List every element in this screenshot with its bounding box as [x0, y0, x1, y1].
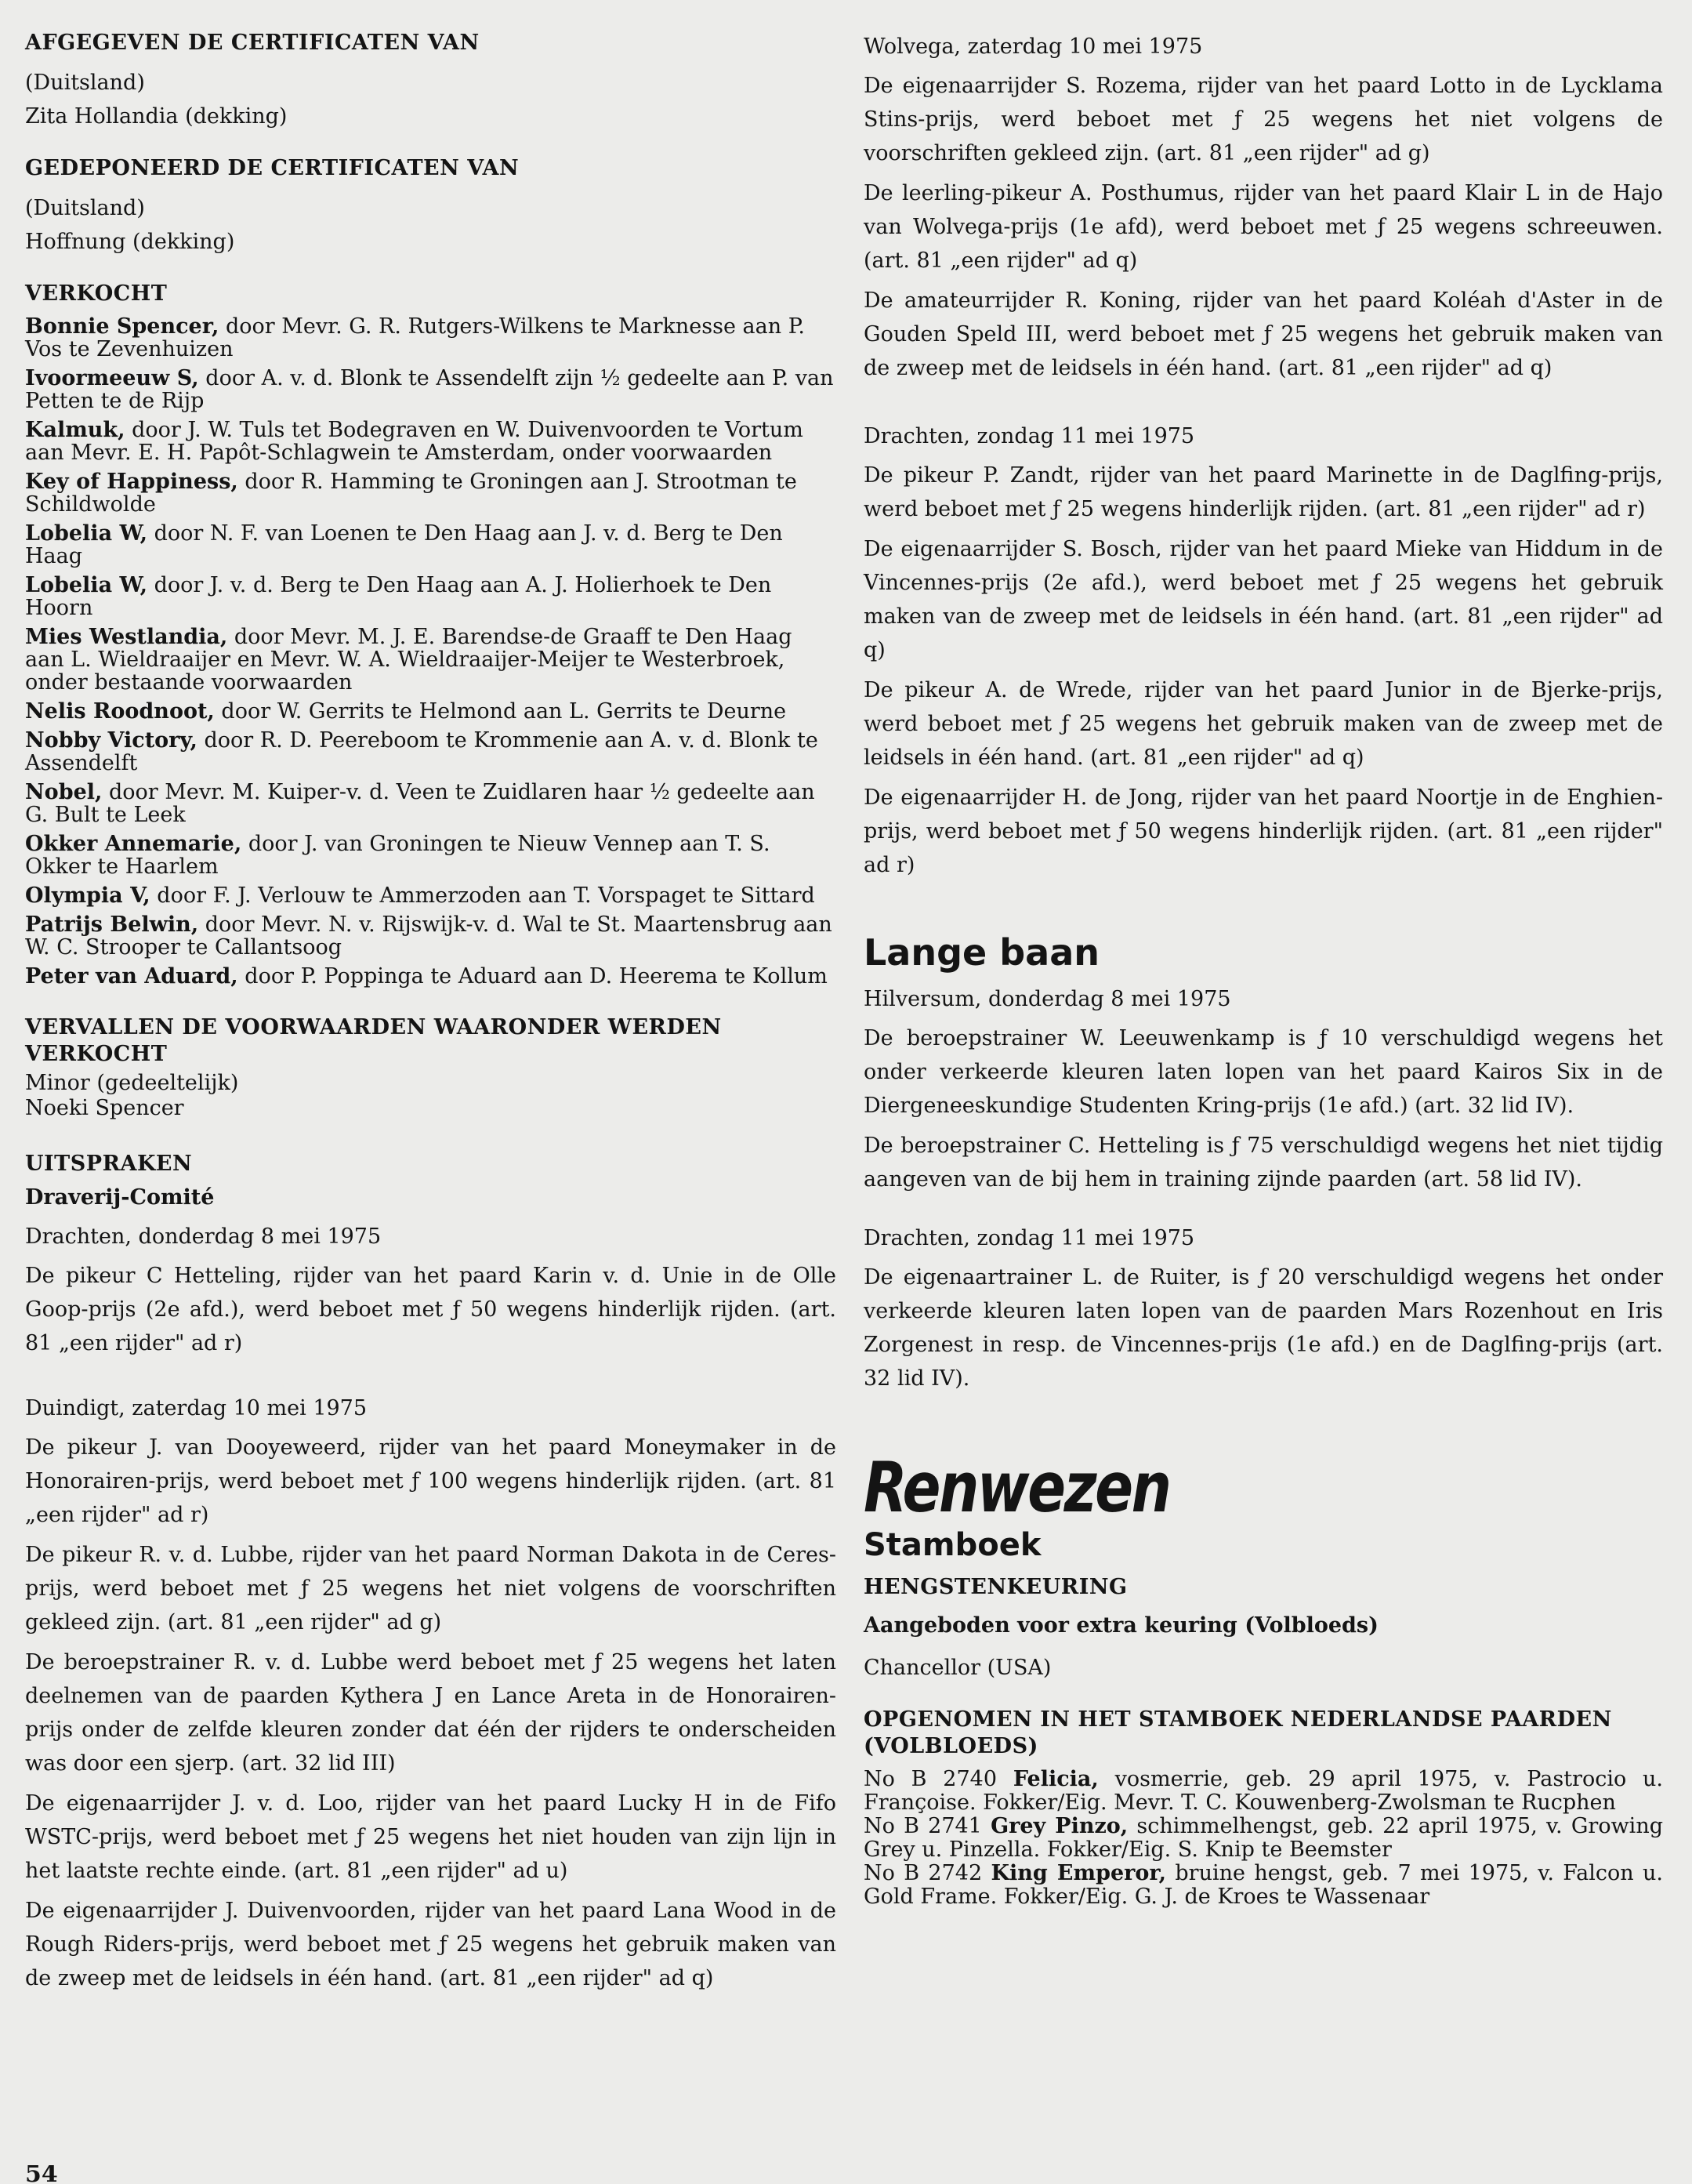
- sale-horse-name: Okker Annemarie,: [25, 832, 242, 856]
- entry-horse-name: King Emperor,: [991, 1861, 1167, 1885]
- session-date: Hilversum, donderdag 8 mei 1975: [864, 987, 1231, 1011]
- entry-number: No B 2741: [864, 1814, 982, 1838]
- ruling-paragraph: De pikeur C Hetteling, rijder van het paard Karin v. d. Unie in de Olle Goop-prijs (2e afd.), werd beboet met ƒ 50 wegens hinderlijk rijden. (art. 81 „een rijder" ad r): [25, 1264, 836, 1355]
- sale-details: door A. v. d. Blonk te Assendelft zijn ½ gedeelte aan P. van Petten te de Rijp: [25, 366, 834, 413]
- sale-item: [25, 626, 836, 694]
- ruling-paragraph: De eigenaarrijder S. Rozema, rijder van het paard Lotto in de Lycklama Stins-prijs, werd beboet met ƒ 25 wegens het niet volgens de voorschriften gekleed zijn. (art. 81 „een rijder" ad g): [864, 74, 1663, 165]
- horse-line: Chancellor (USA): [864, 1656, 1052, 1680]
- session-date: Drachten, donderdag 8 mei 1975: [25, 1224, 382, 1249]
- sale-item: [25, 884, 836, 907]
- right-column: [864, 0, 1663, 1909]
- ruling-paragraph: De beroepstrainer W. Leeuwenkamp is ƒ 10 verschuldigd wegens het onder verkeerde kleuren laten lopen van het paard Kairos Six in de Diergeneeskundige Studenten Kring-prijs (1e afd.) (art. 32 lid IV).: [864, 1026, 1663, 1118]
- ruling-paragraph: De beroepstrainer R. v. d. Lubbe werd beboet met ƒ 25 wegens het laten deelnemen van de paarden Kythera J en Lance Areta in de Honorairen-prijs onder de zelfde kleuren zonder dat één der rijders te onderscheiden was door een sjerp. (art. 32 lid III): [25, 1650, 836, 1776]
- sale-horse-name: Mies Westlandia,: [25, 625, 228, 649]
- lange-baan-heading: Lange baan: [864, 931, 1100, 974]
- sale-item: [25, 729, 836, 775]
- sale-details: door Mevr. N. v. Rijswijk-v. d. Wal te St. Maartensbrug aan W. C. Strooper te Callantsoog: [25, 912, 832, 960]
- sale-details: door J. W. Tuls tet Bodegraven en W. Duivenvoorden te Vortum aan Mevr. E. H. Papôt-Schlagwein te Amsterdam, onder voorwaarden: [25, 418, 803, 465]
- left-column: [25, 0, 836, 1995]
- sale-details: door J. v. d. Berg te Den Haag aan A. J. Holierhoek te Den Hoorn: [25, 573, 772, 620]
- ruling-paragraph: De eigenaarrijder S. Bosch, rijder van het paard Mieke van Hiddum in de Vincennes-prijs (2e afd.), werd beboet met ƒ 25 wegens het gebruik maken van de zweep met de leidsels in één hand. (art. 81 „een rijder" ad q): [864, 537, 1663, 662]
- sale-horse-name: Peter van Aduard,: [25, 964, 238, 989]
- sale-horse-name: Nobby Victory,: [25, 728, 197, 753]
- sale-item: [25, 470, 836, 516]
- ruling-paragraph: De pikeur J. van Dooyeweerd, rijder van het paard Moneymaker in de Honorairen-prijs, werd beboet met ƒ 100 wegens hinderlijk rijden. (art. 81 „een rijder" ad r): [25, 1435, 836, 1527]
- sale-horse-name: Kalmuk,: [25, 418, 125, 442]
- gedeponeerd-line: (Duitsland): [25, 196, 145, 220]
- sale-horse-name: Patrijs Belwin,: [25, 912, 199, 937]
- entry-horse-name: Felicia,: [1013, 1767, 1099, 1791]
- sale-horse-name: Key of Happiness,: [25, 470, 238, 494]
- hengstenkeuring-heading: HENGSTENKEURING: [864, 1575, 1128, 1599]
- entry-number: No B 2740: [864, 1767, 998, 1791]
- sale-item: [25, 574, 836, 619]
- sale-item: [25, 913, 836, 959]
- vervallen-heading: VERVALLEN DE VOORWAARDEN WAARONDER WERDEN VERKOCHT: [25, 1015, 722, 1066]
- sale-item: [25, 700, 836, 723]
- entry-horse-name: Grey Pinzo,: [991, 1814, 1129, 1838]
- entry-details: vosmerrie, geb. 29 april 1975, v. Pastrocio u. Françoise. Fokker/Eig. Mevr. T. C. Kouwenberg-Zwolsman te Rucphen: [864, 1767, 1663, 1815]
- opgenomen-heading: OPGENOMEN IN HET STAMBOEK NEDERLANDSE PAARDEN (VOLBLOEDS): [864, 1707, 1612, 1758]
- sale-details: door N. F. van Loenen te Den Haag aan J. v. d. Berg te Den Haag: [25, 521, 783, 568]
- ruling-paragraph: De pikeur P. Zandt, rijder van het paard Marinette in de Daglfing-prijs, werd beboet met ƒ 25 wegens hinderlijk rijden. (art. 81 „een rijder" ad r): [864, 463, 1663, 521]
- ruling-paragraph: De eigenaarrijder J. Duivenvoorden, rijder van het paard Lana Wood in de Rough Riders-prijs, werd beboet met ƒ 25 wegens het gebruik maken van de zweep met de leidsels in één hand. (art. 81 „een rijder" ad q): [25, 1899, 836, 1990]
- right-blocks: [864, 22, 1663, 882]
- stamboek-entry: [864, 1815, 1663, 1862]
- sale-details: door P. Poppinga te Aduard aan D. Heerema te Kollum: [237, 964, 828, 989]
- sale-item: [25, 522, 836, 568]
- session-date: Drachten, zondag 11 mei 1975: [864, 424, 1195, 448]
- stamboek-subheading: Stamboek: [864, 1527, 1042, 1563]
- sale-item: [25, 781, 836, 826]
- aangeboden-line: Aangeboden voor extra keuring (Volbloeds): [864, 1613, 1379, 1638]
- session-date: Wolvega, zaterdag 10 mei 1975: [864, 34, 1203, 59]
- ruling-paragraph: De amateurrijder R. Koning, rijder van het paard Koléah d'Aster in de Gouden Speld III, werd beboet met ƒ 25 wegens het gebruik maken van de zweep met de leidsels in één hand. (art. 81 „een rijder" ad q): [864, 288, 1663, 380]
- sale-details: door F. J. Verlouw te Ammerzoden aan T. Vorspaget te Sittard: [150, 883, 815, 908]
- sale-details: door R. Hamming te Groningen aan J. Strootman te Schildwolde: [25, 470, 797, 517]
- sale-item: [25, 965, 836, 988]
- stamboek-entries: [864, 1768, 1663, 1909]
- session-date: Drachten, zondag 11 mei 1975: [864, 1226, 1195, 1250]
- sale-horse-name: Lobelia W,: [25, 521, 147, 546]
- stamboek-entry: [864, 1768, 1663, 1815]
- sale-item: [25, 419, 836, 464]
- sale-details: door J. van Groningen te Nieuw Vennep aan T. S. Okker te Haarlem: [25, 832, 770, 879]
- afgegeven-line: (Duitsland): [25, 71, 145, 95]
- afgegeven-heading: AFGEGEVEN DE CERTIFICATEN VAN: [25, 31, 480, 55]
- ruling-paragraph: De eigenaartrainer L. de Ruiter, is ƒ 20 verschuldigd wegens het onder verkeerde kleuren laten lopen van de paarden Mars Rozenhout en Iris Zorgenest in resp. de Vincennes-prijs (1e afd.) en de Daglfing-prijs (art. 32 lid IV).: [864, 1265, 1663, 1391]
- sale-item: [25, 315, 836, 361]
- ruling-paragraph: De eigenaarrijder H. de Jong, rijder van het paard Noortje in de Enghien-prijs, werd beboet met ƒ 50 wegens hinderlijk rijden. (art. 81 „een rijder" ad r): [864, 785, 1663, 877]
- verkocht-list: [25, 315, 836, 988]
- sale-details: door R. D. Peereboom te Krommenie aan A. v. d. Blonk te Assendelft: [25, 728, 818, 775]
- sale-item: [25, 367, 836, 412]
- ruling-paragraph: De leerling-pikeur A. Posthumus, rijder van het paard Klair L in de Hajo van Wolvega-prijs (1e afd), werd beboet met ƒ 25 wegens schreeuwen. (art. 81 „een rijder" ad q): [864, 181, 1663, 273]
- gedeponeerd-heading: GEDEPONEERD DE CERTIFICATEN VAN: [25, 156, 520, 180]
- session-date: Duindigt, zaterdag 10 mei 1975: [25, 1396, 368, 1420]
- sale-horse-name: Olympia V,: [25, 883, 150, 908]
- ruling-paragraph: De pikeur A. de Wrede, rijder van het paard Junior in de Bjerke-prijs, werd beboet met ƒ 25 wegens het gebruik maken van de zweep met de leidsels in één hand. (art. 81 „een rijder" ad q): [864, 678, 1663, 770]
- lange-baan-blocks: [864, 974, 1663, 1395]
- sale-details: door Mevr. G. R. Rutgers-Wilkens te Marknesse aan P. Vos te Zevenhuizen: [25, 314, 805, 361]
- vervallen-line: Minor (gedeeltelijk): [25, 1071, 239, 1095]
- stamboek-entry: [864, 1862, 1663, 1909]
- sale-horse-name: Bonnie Spencer,: [25, 314, 219, 339]
- afgegeven-line: Zita Hollandia (dekking): [25, 104, 288, 129]
- ruling-paragraph: De pikeur R. v. d. Lubbe, rijder van het paard Norman Dakota in de Ceres-prijs, werd beboet met ƒ 25 wegens het niet volgens de voorschriften gekleed zijn. (art. 81 „een rijder" ad g): [25, 1543, 836, 1634]
- ruling-paragraph: De beroepstrainer C. Hetteling is ƒ 75 verschuldigd wegens het niet tijdig aangeven van de bij hem in training zijnde paarden (art. 58 lid IV).: [864, 1134, 1663, 1192]
- page-number: 54: [25, 2165, 58, 2184]
- sale-details: door Mevr. M. Kuiper-v. d. Veen te Zuidlaren haar ½ gedeelte aan G. Bult te Leek: [25, 780, 815, 827]
- sale-horse-name: Nelis Roodnoot,: [25, 699, 215, 724]
- uitspraken-heading: UITSPRAKEN: [25, 1152, 193, 1176]
- entry-details: bruine hengst, geb. 7 mei 1975, v. Falcon u. Gold Frame. Fokker/Eig. G. J. de Kroes te Wassenaar: [864, 1861, 1663, 1909]
- sale-details: door W. Gerrits te Helmond aan L. Gerrits te Deurne: [214, 699, 787, 724]
- sale-details: door Mevr. M. J. E. Barendse-de Graaff te Den Haag aan L. Wieldraaijer en Mevr. W. A. Wieldraaijer-Meijer te Westerbroek, onder bestaande voorwaarden: [25, 625, 792, 695]
- ruling-paragraph: De eigenaarrijder J. v. d. Loo, rijder van het paard Lucky H in de Fifo WSTC-prijs, werd beboet met ƒ 25 wegens het niet houden van zijn lijn in het laatste rechte einde. (art. 81 „een rijder" ad u): [25, 1791, 836, 1883]
- vervallen-line: Noeki Spencer: [25, 1096, 184, 1120]
- entry-number: No B 2742: [864, 1861, 983, 1885]
- sale-horse-name: Nobel,: [25, 780, 103, 804]
- sale-horse-name: Ivoormeeuw S,: [25, 366, 199, 390]
- verkocht-heading: VERKOCHT: [25, 281, 168, 306]
- entry-details: schimmelhengst, geb. 22 april 1975, v. Growing Grey u. Pinzella. Fokker/Eig. S. Knip te Beemster: [864, 1814, 1663, 1862]
- renwezen-heading: Renwezen: [864, 1447, 1170, 1528]
- sale-item: [25, 833, 836, 878]
- draverij-comite-subheading: Draverij-Comité: [25, 1185, 215, 1210]
- sale-horse-name: Lobelia W,: [25, 573, 147, 597]
- gedeponeerd-line: Hoffnung (dekking): [25, 230, 235, 254]
- uitspraken-blocks: [25, 1212, 836, 1995]
